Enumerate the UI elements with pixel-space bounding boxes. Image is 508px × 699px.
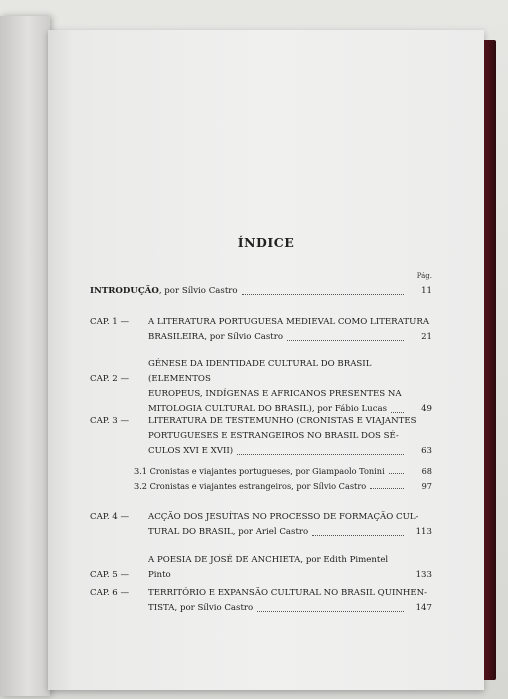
leader-dots: [391, 412, 404, 413]
chapter-number: CAP. 6 —: [90, 588, 130, 598]
chapter-number: CAP. 5 —: [90, 570, 130, 580]
leader-dots: [389, 473, 404, 474]
page-column-label: Pág.: [416, 272, 432, 280]
leader-dots: [312, 535, 404, 536]
page-number: 21: [421, 332, 432, 342]
toc-chapter-6: [90, 586, 432, 616]
page-number: 68: [421, 466, 432, 476]
leader-dots: [242, 294, 404, 295]
subentry-title: 3.1 Cronistas e viajantes portugueses, por Giampaolo Tonini: [134, 466, 385, 476]
chapter-title: GÉNESE DA IDENTIDADE CULTURAL DO BRASIL (ELEMENTOS: [148, 359, 372, 384]
chapter-title: LITERATURA DE TESTEMUNHO (CRONISTAS E VIAJANTES: [148, 416, 417, 426]
chapter-title: TURAL DO BRASIL, por Ariel Castro: [148, 527, 309, 537]
chapter-title: A POESIA DE JOSÉ DE ANCHIETA, por Edith Pimentel Pinto: [148, 555, 389, 580]
page-title: ÍNDICE: [237, 235, 295, 250]
toc-chapter-3: [90, 414, 432, 459]
chapter-title: BRASILEIRA, por Sílvio Castro: [148, 332, 284, 342]
intro-author: , por Sílvio Castro: [158, 286, 238, 296]
chapter-number: CAP. 4 —: [90, 512, 130, 522]
toc-subentry: [134, 479, 432, 493]
toc-chapter-1: [90, 315, 432, 345]
page-number: 11: [421, 286, 432, 296]
chapter-number: CAP. 3 —: [90, 416, 130, 426]
leader-dots: [257, 611, 404, 612]
toc-chapter-2: [90, 357, 432, 417]
left-page-curl: [0, 16, 50, 696]
toc-chapter-4: [90, 510, 432, 540]
book-page: [48, 30, 484, 690]
toc-intro: [90, 284, 432, 299]
chapter-number: CAP. 2 —: [90, 374, 130, 384]
chapter-title: CULOS XVI E XVII): [148, 446, 234, 456]
chapter-title: A LITERATURA PORTUGUESA MEDIEVAL COMO LITERATURA: [148, 317, 430, 327]
chapter-title: TISTA, por Sílvio Castro: [148, 603, 254, 613]
toc-subentry: [134, 464, 432, 478]
page-number: 113: [415, 527, 432, 537]
page-number: 133: [415, 570, 432, 580]
chapter-title: ACÇÃO DOS JESUÍTAS NO PROCESSO DE FORMAÇÃO CUL-: [148, 512, 419, 522]
toc-chapter-5: [90, 553, 432, 583]
page-number: 147: [415, 603, 432, 613]
page-number: 49: [421, 404, 432, 414]
leader-dots: [370, 488, 404, 489]
page-number: 97: [421, 481, 432, 491]
page-number: 63: [421, 446, 432, 456]
chapter-title: TERRITÓRIO E EXPANSÃO CULTURAL NO BRASIL QUINHEN-: [148, 588, 428, 598]
subentry-title: 3.2 Cronistas e viajantes estrangeiros, por Sílvio Castro: [134, 481, 367, 491]
chapter-title: MITOLOGIA CULTURAL DO BRASIL), por Fábio Lucas: [148, 404, 388, 414]
chapter-number: CAP. 1 —: [90, 317, 130, 327]
leader-dots: [287, 340, 404, 341]
leader-dots: [237, 454, 404, 455]
chapter-title: EUROPEUS, INDÍGENAS E AFRICANOS PRESENTES NA: [148, 389, 402, 399]
intro-label: INTRODUÇÃO: [90, 286, 159, 296]
chapter-title: PORTUGUESES E ESTRANGEIROS NO BRASIL DOS SÉ-: [148, 431, 399, 441]
